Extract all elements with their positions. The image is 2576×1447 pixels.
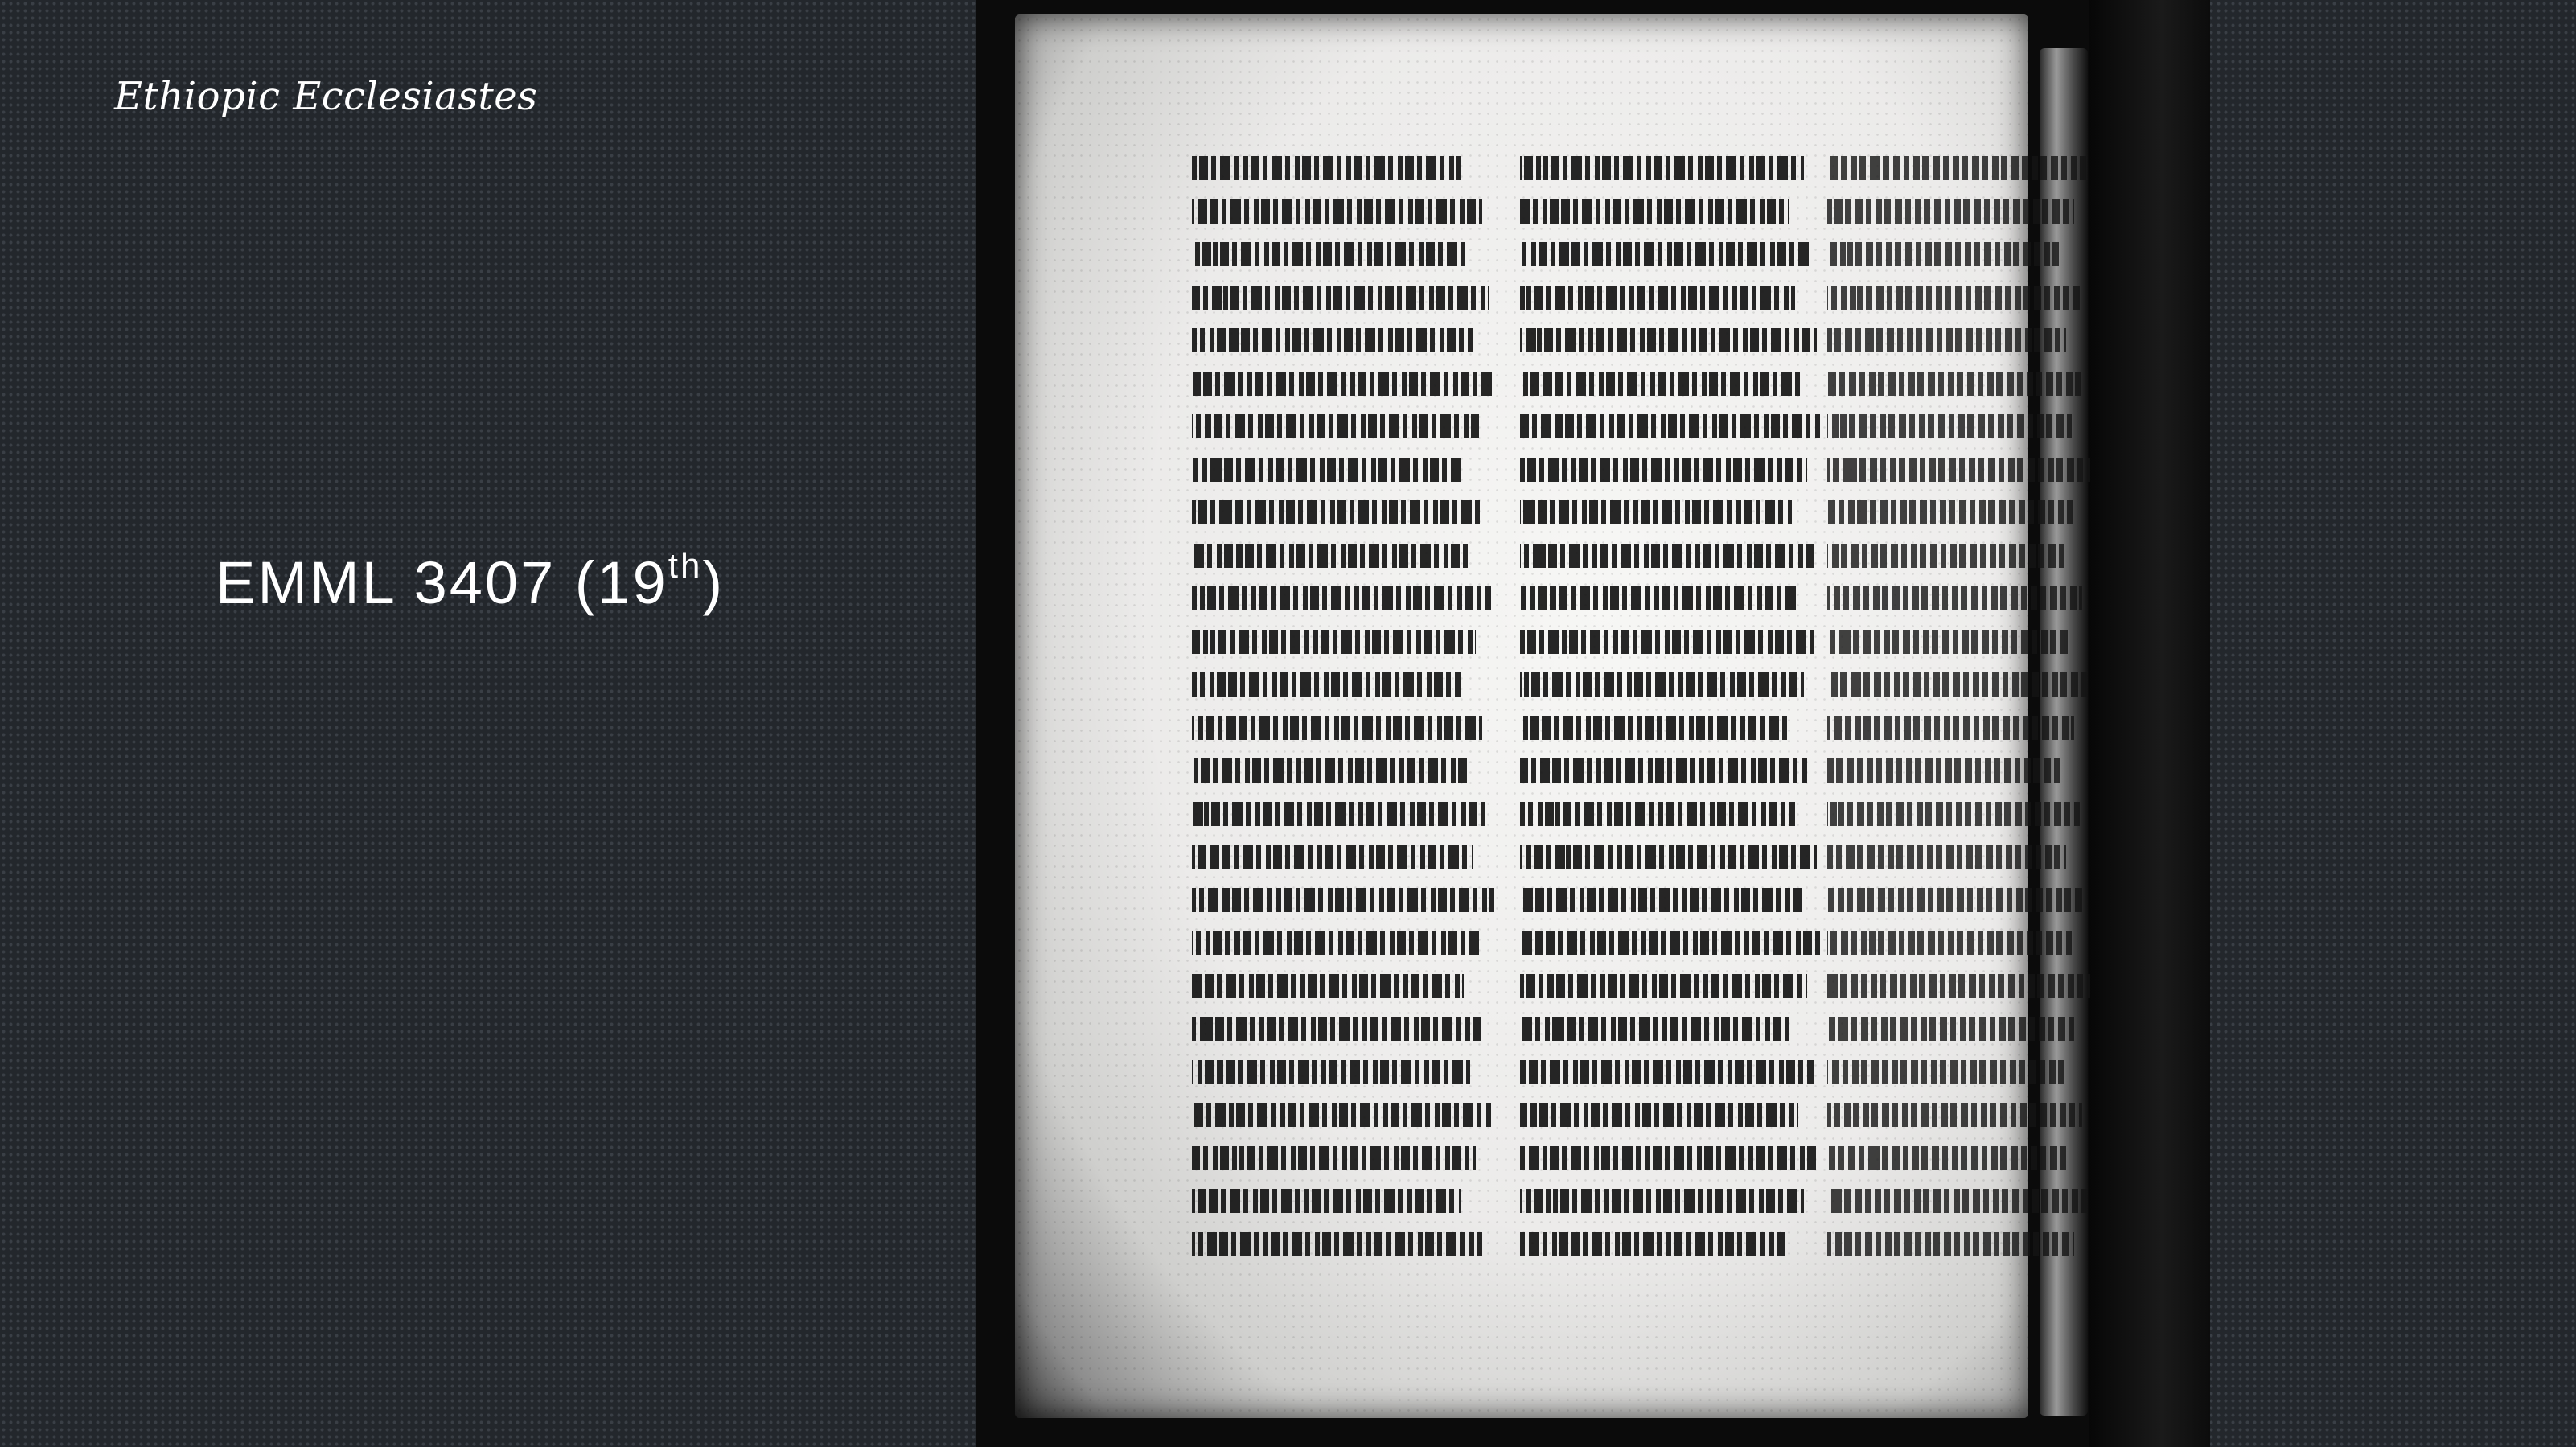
manuscript-text-line (1192, 582, 1491, 615)
manuscript-text-line (1827, 409, 2072, 443)
slide-title-main: EMML 3407 (19 (216, 549, 668, 616)
slide-title (216, 546, 725, 617)
manuscript-text-line (1827, 582, 2082, 615)
manuscript-text-line (1827, 1012, 2077, 1046)
manuscript-text-line (1192, 668, 1461, 701)
manuscript-text-line (1192, 1055, 1470, 1089)
manuscript-text-line (1827, 453, 2090, 487)
manuscript-text-line (1827, 1098, 2082, 1132)
manuscript-text-line (1192, 367, 1494, 401)
manuscript-text-line (1192, 1012, 1485, 1046)
manuscript-text-line (1192, 969, 1464, 1003)
manuscript-text-line (1520, 883, 1802, 917)
manuscript-text-line (1192, 281, 1489, 314)
manuscript-text-line (1192, 195, 1482, 228)
manuscript-text-line (1827, 711, 2074, 745)
text-column-middle (1520, 151, 1826, 1277)
manuscript-photo (976, 0, 2210, 1447)
manuscript-text-line (1520, 281, 1795, 314)
manuscript-text-line (1520, 323, 1817, 357)
manuscript-text-line (1827, 1184, 2087, 1218)
manuscript-text-line (1192, 539, 1470, 573)
manuscript-text-line (1520, 1098, 1798, 1132)
manuscript-text-line (1192, 1227, 1482, 1261)
manuscript-text-line (1192, 754, 1467, 787)
manuscript-text-line (1827, 237, 2060, 271)
manuscript-text-line (1520, 1012, 1792, 1046)
manuscript-text-line (1827, 1141, 2069, 1175)
manuscript-text-line (1827, 281, 2080, 314)
manuscript-text-line (1520, 495, 1792, 529)
manuscript-text-line (1827, 151, 2087, 185)
manuscript-text-line (1192, 840, 1473, 874)
manuscript-text-line (1520, 409, 1822, 443)
manuscript-text-line (1520, 539, 1814, 573)
manuscript-text-line (1827, 323, 2066, 357)
manuscript-text-line (1520, 1184, 1804, 1218)
manuscript-text-line (1192, 495, 1485, 529)
manuscript-text-line (1827, 195, 2074, 228)
manuscript-text-line (1520, 151, 1804, 185)
manuscript-text-line (1827, 840, 2066, 874)
manuscript-text-line (1520, 367, 1802, 401)
slide-title-superscript: th (668, 546, 703, 586)
manuscript-text-line (1827, 797, 2080, 831)
manuscript-page (1015, 14, 2028, 1418)
manuscript-text-line (1520, 1227, 1789, 1261)
manuscript-text-line (1520, 969, 1807, 1003)
manuscript-text-line (1520, 453, 1807, 487)
manuscript-text-line (1520, 582, 1798, 615)
manuscript-text-line (1192, 151, 1461, 185)
manuscript-text-line (1827, 1227, 2074, 1261)
manuscript-text-line (1192, 1098, 1491, 1132)
manuscript-text-line (1520, 754, 1810, 787)
manuscript-text-line (1520, 195, 1789, 228)
manuscript-text-line (1520, 1055, 1814, 1089)
manuscript-text-line (1827, 754, 2060, 787)
ethiopic-text-columns (1192, 151, 2117, 1277)
manuscript-text-line (1520, 237, 1810, 271)
manuscript-text-line (1520, 711, 1789, 745)
manuscript-text-line (1192, 883, 1494, 917)
manuscript-text-line (1192, 237, 1467, 271)
manuscript-text-line (1827, 495, 2077, 529)
manuscript-text-line (1827, 367, 2085, 401)
manuscript-text-line (1827, 539, 2064, 573)
manuscript-text-line (1520, 668, 1804, 701)
slide-subtitle: Ethiopic Ecclesiastes (114, 74, 538, 119)
manuscript-text-line (1827, 926, 2072, 960)
manuscript-text-line (1192, 409, 1479, 443)
text-column-left (1192, 151, 1498, 1277)
manuscript-text-line (1192, 453, 1464, 487)
manuscript-text-line (1827, 625, 2069, 659)
manuscript-text-line (1520, 1141, 1819, 1175)
manuscript-text-line (1192, 926, 1479, 960)
manuscript-text-line (1520, 797, 1795, 831)
text-column-right (1827, 151, 2093, 1277)
manuscript-text-line (1192, 711, 1482, 745)
manuscript-text-line (1520, 840, 1817, 874)
manuscript-text-line (1192, 625, 1476, 659)
manuscript-text-line (1520, 926, 1822, 960)
manuscript-text-line (1192, 323, 1473, 357)
manuscript-text-line (1827, 969, 2090, 1003)
manuscript-text-line (1192, 797, 1489, 831)
manuscript-text-line (1827, 668, 2087, 701)
slide-title-close: ) (702, 549, 725, 616)
manuscript-text-line (1827, 883, 2085, 917)
manuscript-text-line (1192, 1141, 1476, 1175)
manuscript-text-line (1827, 1055, 2064, 1089)
manuscript-text-line (1192, 1184, 1461, 1218)
manuscript-text-line (1520, 625, 1819, 659)
